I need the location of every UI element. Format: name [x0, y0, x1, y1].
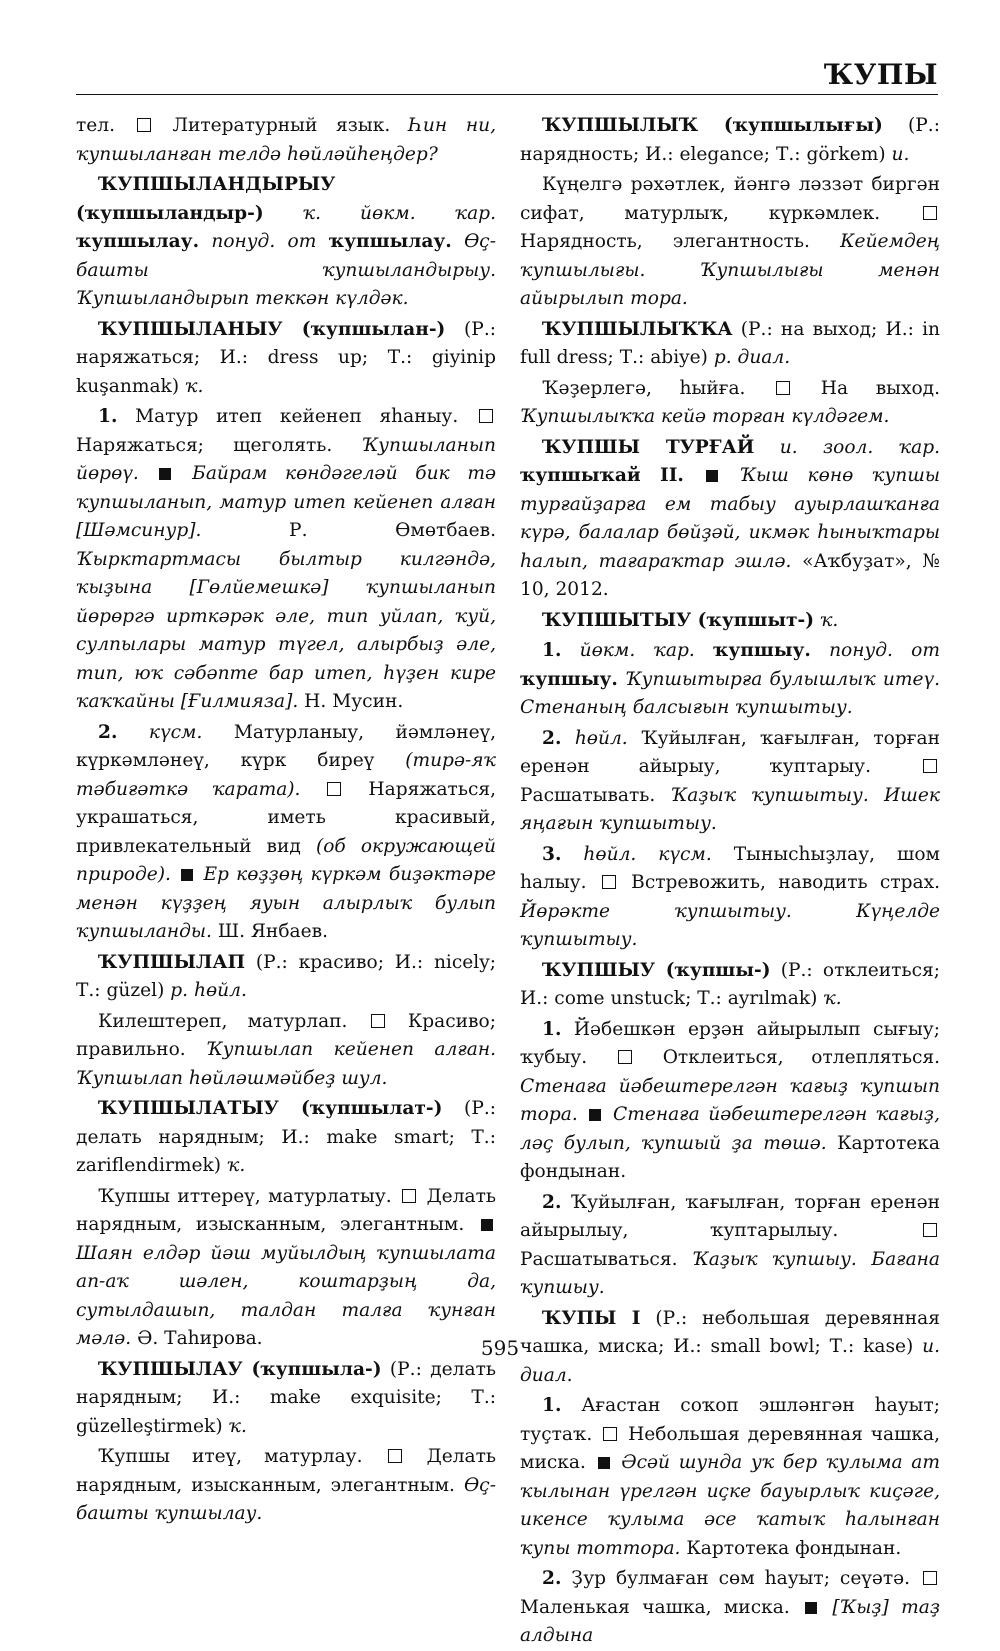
dictionary-entry: ҠУПШЫЛЫҠҠА (Р.: на выход; И.: in full dress; Т.: abiye) р. диал.	[520, 318, 940, 368]
open-square-icon	[602, 875, 616, 889]
dictionary-entry: 3. һөйл. күсм. Тынысһыҙлау, шом һалыу. Встревожить, наводить страх. Йөрәкте ҡупшытыу. Күңелде ҡупшытыу.	[520, 843, 940, 950]
filled-square-icon	[159, 468, 171, 480]
open-square-icon	[327, 782, 341, 796]
open-square-icon	[479, 409, 493, 423]
open-square-icon	[776, 381, 790, 395]
dictionary-entry: ҠУПШЫЛЫҠ (ҡупшылығы) (Р.: нарядность; И.: elegance; Т.: görkem) и.	[520, 115, 940, 165]
dictionary-entry: Килештереп, матурлап. Красиво; правильно. Ҡупшылап кейенеп алған. Ҡупшылап һөйләшмәйбеҙ шул.	[76, 1010, 496, 1089]
dictionary-entry: 2. һөйл. Ҡуйылған, ҡағылған, торған еренән айырыу, ҡуптарыу. Расшатывать. Ҡаҙыҡ ҡупшытыу. Ишек яңағын ҡупшытыу.	[520, 727, 940, 834]
open-square-icon	[923, 1571, 937, 1585]
dictionary-entry: ҠУПШЫЛАП (Р.: красиво; И.: nicely; Т.: güzel) р. һөйл.	[76, 951, 496, 1001]
open-square-icon	[371, 1014, 385, 1028]
dictionary-entry: ҠУПШЫЛАНЫУ (ҡупшылан-) (Р.: наряжаться; И.: dress up; Т.: giyinip kuşanmak) ҡ.	[76, 318, 496, 397]
page-number: 595	[480, 1336, 520, 1360]
dictionary-entry: ҠУПШЫТЫУ (ҡупшыт-) ҡ.	[542, 609, 839, 631]
left-column	[76, 112, 496, 1529]
right-column	[520, 112, 940, 1651]
dictionary-entry: ҠУПШЫЛАУ (ҡупшыла-) (Р.: делать нарядным; И.: make exquisite; Т.: güzelleştirmek) ҡ.	[76, 1358, 496, 1437]
dictionary-entry: Күңелгә рәхәтлек, йәнгә ләззәт биргән сифат, матурлыҡ, күркәмлек. Нарядность, элегантность. Кейемдең ҡупшылығы. Ҡупшылығы менән айырылып тора.	[520, 174, 940, 309]
dictionary-entry: Ҡупшы иттереү, матурлатыу. Делать нарядным, изысканным, элегантным. Шаян елдәр йәш муйылдың ҡупшылата ап-аҡ шәлен, коштарҙың да, сутылдашып, талдан талға ҡунған мәлә. Ә. Таһирова.	[76, 1185, 496, 1349]
header-rule	[76, 94, 938, 95]
filled-square-icon	[481, 1219, 493, 1231]
dictionary-entry: ҠУПШЫУ (ҡупшы-) (Р.: отклеиться; И.: come unstuck; Т.: ayrılmak) ҡ.	[520, 959, 940, 1009]
filled-square-icon	[706, 470, 718, 482]
dictionary-entry: 1. Матур итеп кейенеп яһаныу. Наряжаться; щеголять. Ҡупшыланып йөрөү. Байрам көндәгеләй бик тә ҡупшыланып, матур итеп кейенеп алған [Шәмсинур]. Р. Өмөтбаев. Ҡырктартмасы былтыр килгәндә, ҡыҙына [Гөлйемешкә] ҡупшыланып йөрөргә ирткәрәк әле, тип уйлап, ҡуй, сулпылары матур түгел, алырбыҙ әле, тип, юҡ сәбәпте бар итеп, һүҙен кире ҡаҡҡайны [Ғилмияза]. Н. Мусин.	[76, 406, 496, 712]
dictionary-entry: Ҡупшы итеү, матурлау. Делать нарядным, изысканным, элегантным. Өҫ-башты ҡупшылау.	[76, 1446, 497, 1524]
dictionary-entry: ҠУПШЫЛАТЫУ (ҡупшылат-) (Р.: делать нарядным; И.: make smart; Т.: zariflendirmek) ҡ.	[76, 1098, 496, 1176]
dictionary-entry: ҠУПШЫЛАНДЫРЫУ (ҡупшыландыр-) ҡ. йөкм. ҡар. ҡупшылау. понуд. от ҡупшылау. Өҫ-башты ҡупшыландырыу. Ҡупшыландырып теккән күлдәк.	[76, 174, 497, 309]
open-square-icon	[923, 759, 937, 773]
open-square-icon	[402, 1189, 416, 1203]
dictionary-entry: ҠУПЫ I (Р.: небольшая деревянная чашка, миска; И.: small bowl; Т.: kase) и. диал.	[520, 1307, 940, 1386]
open-square-icon	[137, 118, 151, 132]
dictionary-entry: 2. күсм. Матурланыу, йәмләнеү, күркәмләнеү, күрк биреү (тирә-яҡ тәбиғәткә ҡарата). Наряжаться, украшаться, иметь красивый, привлекательный вид (об окружающей природе). Ер көҙҙөң күркәм биҙәктәре менән күҙҙең яуын алырлыҡ булып ҡупшыланды. Ш. Янбаев.	[76, 721, 496, 942]
dictionary-entry: 2. Ҡуйылған, ҡағылған, торған еренән айырылыу, ҡуптарылыу. Расшатываться. Ҡаҙыҡ ҡупшыу. Бағана ҡупшыу.	[520, 1191, 940, 1298]
running-head: ҠУПЫ	[824, 58, 938, 91]
dictionary-entry: 1. Йәбешкән ерҙән айырылып сығыу; ҡубыу. Отклеиться, отлепляться. Стенаға йәбештерелгән ҡағыҙ ҡупшып тора. Стенаға йәбештерелгән ҡағыҙ, ләҫ булып, ҡупшый ҙа төшә. Картотека фондынан.	[520, 1018, 940, 1182]
open-square-icon	[923, 206, 937, 220]
filled-square-icon	[805, 1602, 817, 1614]
open-square-icon	[923, 1223, 937, 1237]
filled-square-icon	[181, 869, 193, 881]
open-square-icon	[388, 1449, 402, 1463]
dictionary-entry: тел. Литературный язык. Һин ни, ҡупшыланған телдә һөйләйһеңдер?	[76, 115, 496, 165]
filled-square-icon	[598, 1457, 610, 1469]
filled-square-icon	[589, 1109, 601, 1121]
dictionary-entry: 1. йөкм. ҡар. ҡупшыу. понуд. от ҡупшыу. Ҡупшытырға булышлыҡ итеү. Стенаның балсығын ҡупшытыу.	[520, 640, 940, 718]
dictionary-entry: 1. Ағастан соҡоп эшләнгән һауыт; туҫтаҡ. Небольшая деревянная чашка, миска. Әсәй шунда уҡ бер ҡулыма ат ҡылынан үрелгән иҫке бауырлыҡ киҫәге, икенсе ҡулыма әсе ҡатыҡ һалынған ҡупы тоттора. Картотека фондынан.	[520, 1395, 941, 1559]
dictionary-entry: 2. Ҙур булмаған сөм һауыт; сеүәтә. Маленькая чашка, миска. [Ҡыҙ] таҙ алдына	[520, 1568, 940, 1646]
dictionary-entry: Ҡәҙерлегә, һыйға. На выход. Ҡупшылыҡҡа кейә торған күлдәгем.	[520, 377, 940, 427]
open-square-icon	[618, 1050, 632, 1064]
dictionary-entry: ҠУПШЫ ТУРҒАЙ и. зоол. ҡар. ҡупшыҡай II. Ҡыш көнө ҡупшы турғайҙарға ем табыу ауырлашҡанға күрә, балалар бөйҙәй, икмәк һыныҡтары һалып, тағараҡтар эшлә. «Аҡбуҙат», № 10, 2012.	[520, 436, 941, 600]
